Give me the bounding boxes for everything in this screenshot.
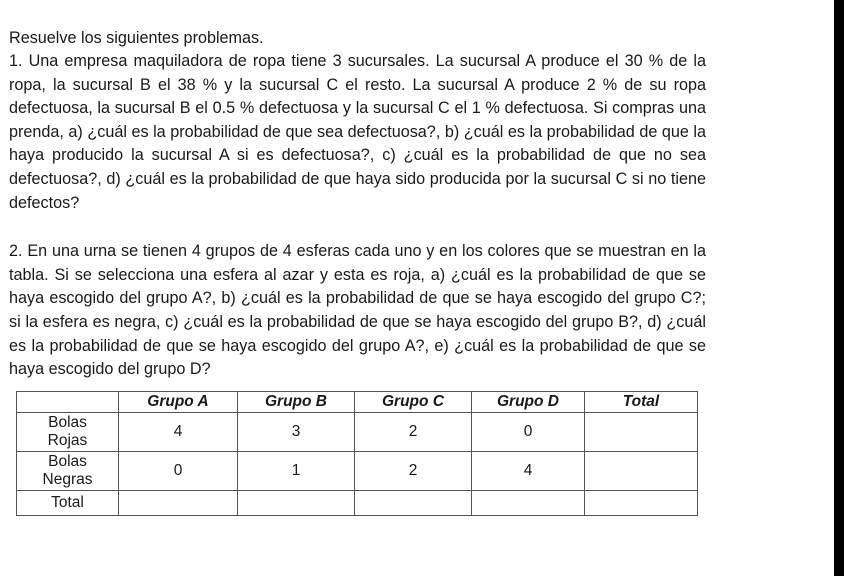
problem-2-text: 2. En una urna se tienen 4 grupos de 4 esferas cada uno y en los colores que se muestran en la tabla. Si se selecciona una esfera al azar y esta es roja, a) ¿cuál es la probabilidad de que se haya escogido del grupo A?, b) ¿cuál es la probabilidad de que se haya escogido del grupo C?; si la esfera es negra, c) ¿cuál es la probabilidad de que se haya escogido del grupo B?, d) ¿cuál es la probabilidad de que se haya escogido del grupo A?, e) ¿cuál es la probabilidad de que se haya escogido del grupo D? [9,242,706,379]
document-body [9,26,706,382]
table-row-bolas-rojas [17,413,698,452]
problem-1-text: 1. Una empresa maquiladora de ropa tiene 3 sucursales. La sucursal A produce el 30 % de la ropa, la sucursal B el 38 % y la sucursal C el resto. La sucursal A produce 2 % de su ropa defectuosa, la sucursal B el 0.5 % defectuosa y la sucursal C el 1 % defectuosa. Si compras una prenda, a) ¿cuál es la probabilidad de que sea defectuosa?, b) ¿cuál es la probabilidad de que la haya producido la sucursal A si es defectuosa?, c) ¿cuál es la probabilidad de que no sea defectuosa?, d) ¿cuál es la probabilidad de que haya sido producida por la sucursal C si no tiene defectos? [9,52,706,212]
table-cell: 4 [472,452,585,491]
table-cell [355,491,472,516]
table-cell [585,491,698,516]
table-header-row [17,392,698,413]
row-label-total: Total [17,491,119,516]
row-label-bolas-negras [17,452,119,491]
row-label-line2: Negras [42,471,93,488]
table-header-grupo-d: Grupo D [472,392,585,413]
screen-edge-bar [834,0,844,576]
table-cell [472,491,585,516]
table-header-grupo-c: Grupo C [355,392,472,413]
table-cell: 1 [238,452,355,491]
row-label-line1: Bolas [48,414,87,431]
table-header-grupo-a: Grupo A [119,392,238,413]
table-row-total [17,491,698,516]
spheres-table [16,391,698,516]
table-cell: 3 [238,413,355,452]
table-cell [585,452,698,491]
table-header-grupo-b: Grupo B [238,392,355,413]
table-header-corner [17,392,119,413]
table-cell [238,491,355,516]
row-label-line1: Bolas [48,453,87,470]
page-heading: Resuelve los siguientes problemas. [9,29,264,47]
table-cell: 2 [355,413,472,452]
table-cell [119,491,238,516]
table-row-bolas-negras [17,452,698,491]
row-label-bolas-rojas [17,413,119,452]
table-cell: 0 [472,413,585,452]
row-label-line2: Rojas [47,432,88,449]
table-header-total: Total [585,392,698,413]
table-cell: 4 [119,413,238,452]
table-cell: 0 [119,452,238,491]
table-cell: 2 [355,452,472,491]
table-cell [585,413,698,452]
